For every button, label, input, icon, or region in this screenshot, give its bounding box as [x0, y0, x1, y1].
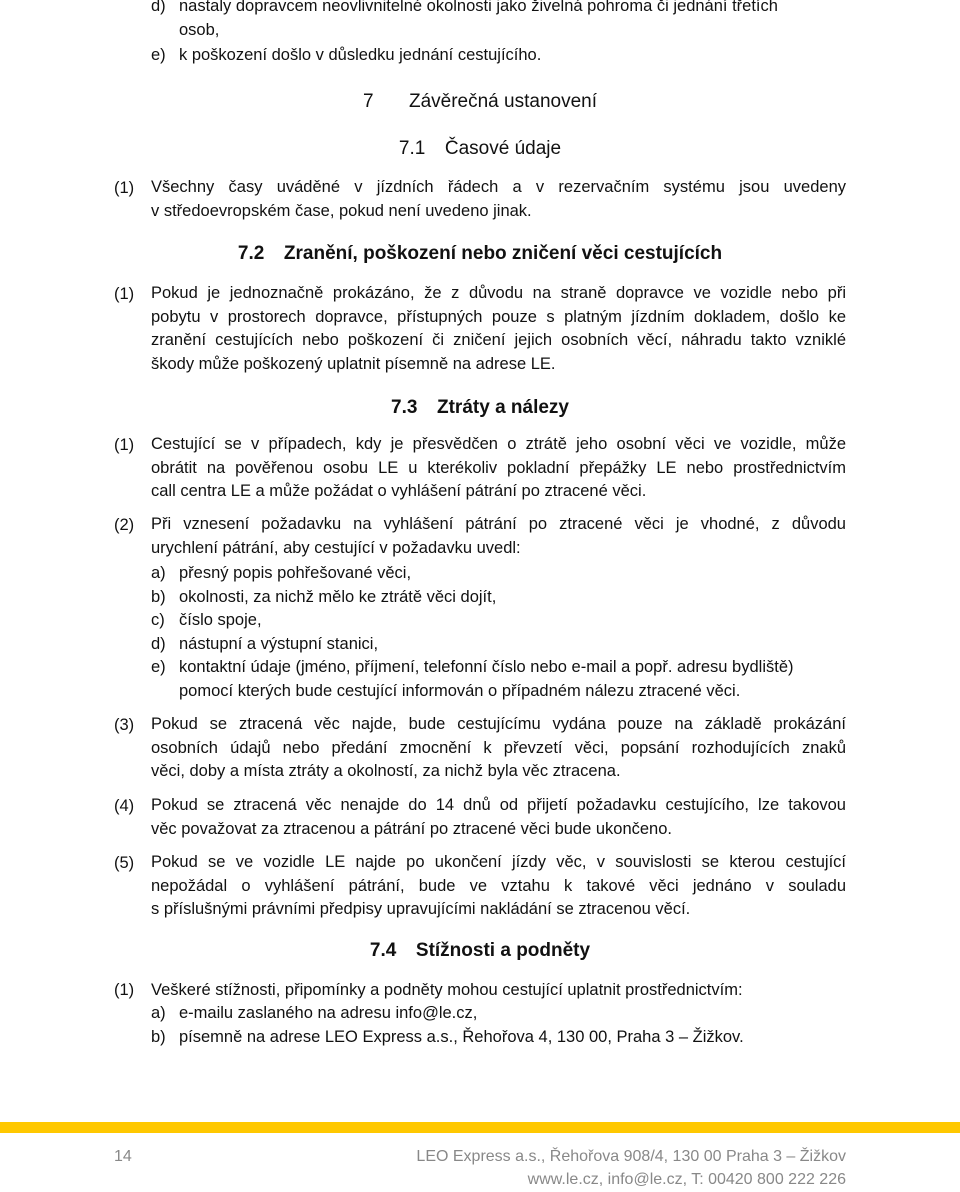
paragraph [151, 713, 846, 784]
paragraph-marker: (1) [114, 179, 135, 197]
paragraph-line: Cestující se v případech, kdy je přesvědčen o ztrátě jeho osobní věci ve vozidle, může [151, 435, 846, 453]
paragraph-line: Při vznesení požadavku na vyhlášení pátrání po ztracené věci je vhodné, z důvodu [151, 515, 846, 533]
paragraph [151, 851, 846, 922]
list-item-text: přesný popis pohřešované věci, [179, 564, 412, 582]
list-item-text: okolnosti, za nichž mělo ke ztrátě věci dojít, [179, 588, 497, 606]
section-heading [0, 90, 960, 114]
paragraph-line: věci, doby a místa ztráty a okolností, za nichž byla věc ztracena. [151, 762, 621, 780]
paragraph [151, 176, 846, 223]
paragraph-line: obrátit na pověřenou osobu LE u kterékoliv pokladní přepážky LE nebo prostřednictvím [151, 458, 846, 477]
list-marker: b) [151, 1028, 166, 1046]
section-number: 7 [362, 91, 374, 112]
paragraph-line: call centra LE a může požádat o vyhlášení pátrání po ztracené věci. [151, 482, 647, 500]
paragraph-line: osobních údajů nebo předání zmocnění k převzetí věci, popsání rozhodujících znaků [151, 738, 846, 757]
paragraph [151, 433, 846, 504]
paragraph-line: Pokud je jednoznačně prokázáno, že z důvodu na straně dopravce ve vozidle nebo při [151, 284, 846, 302]
subsection-heading [0, 396, 960, 420]
list-marker: b) [151, 588, 166, 606]
list-item-text: kontaktní údaje (jméno, příjmení, telefonní číslo nebo e-mail a popř. adresu bydliště) [179, 658, 794, 676]
subsection-number: 7.3 [391, 397, 418, 418]
subsection-heading [0, 242, 960, 266]
list-marker: a) [151, 564, 166, 582]
list-item-text: k poškození došlo v důsledku jednání cestujícího. [179, 46, 542, 64]
list-marker: d) [151, 0, 166, 15]
footer-company-address: LEO Express a.s., Řehořova 908/4, 130 00 Praha 3 – Žižkov [416, 1148, 846, 1165]
paragraph-line: Všechny časy uváděné v jízdních řádech a v rezervačním systému jsou uvedeny [151, 178, 846, 196]
list-item-text: pomocí kterých bude cestující informován o případném nálezu ztracené věci. [179, 682, 741, 700]
paragraph [151, 513, 846, 560]
subsection-number: 7.1 [398, 138, 426, 159]
subsection-title: Ztráty a nálezy [437, 397, 569, 418]
page-number: 14 [114, 1148, 132, 1165]
list-item-text: číslo spoje, [179, 611, 262, 629]
subsection-number: 7.4 [369, 940, 397, 961]
paragraph-marker: (1) [114, 436, 135, 454]
paragraph-marker: (2) [114, 516, 135, 534]
list-item-text: písemně na adrese LEO Express a.s., Řehořova 4, 130 00, Praha 3 – Žižkov. [179, 1028, 744, 1046]
paragraph-line: věc považovat za ztracenou a pátrání po ztracené věci bude ukončeno. [151, 819, 672, 838]
paragraph-line: v středoevropském čase, pokud není uvedeno jinak. [151, 201, 532, 220]
paragraph-marker: (4) [114, 797, 135, 815]
footer-contacts: www.le.cz, info@le.cz, T: 00420 800 222 226 [527, 1171, 846, 1188]
list-item-text: nástupní a výstupní stanici, [179, 635, 379, 653]
paragraph [151, 794, 846, 841]
list-marker: e) [151, 658, 166, 676]
subsection-title: Zranění, poškození nebo zničení věci cestujících [283, 243, 723, 264]
paragraph-line: s příslušnými právními předpisy upravujícími nakládání se ztracenou věcí. [151, 900, 691, 918]
list-item-text: osob, [179, 21, 220, 39]
section-title: Závěrečná ustanovení [408, 91, 597, 112]
paragraph-marker: (1) [114, 981, 135, 999]
list-marker: e) [151, 46, 166, 64]
subsection-heading [0, 137, 960, 161]
subsection-heading [0, 939, 960, 963]
list-marker: d) [151, 635, 166, 653]
footer-accent-bar [0, 1122, 960, 1133]
paragraph-line: škody může poškozený uplatnit písemně na adrese LE. [151, 354, 556, 373]
paragraph-line: Pokud se ztracená věc najde, bude cestujícímu vydána pouze na základě prokázání [151, 715, 846, 733]
paragraph-marker: (5) [114, 854, 135, 872]
paragraph-line: urychlení pátrání, aby cestující v požadavku uvedl: [151, 538, 521, 557]
list-marker: a) [151, 1004, 166, 1022]
paragraph-line: Pokud se ztracená věc nenajde do 14 dnů od přijetí požadavku cestujícího, lze takovou [151, 796, 846, 814]
list-marker: c) [151, 611, 165, 629]
subsection-number: 7.2 [237, 243, 265, 264]
paragraph-line: pobytu v prostorech dopravce, přístupných pouze s platným jízdním dokladem, došlo ke [151, 307, 846, 326]
paragraph: Veškeré stížnosti, připomínky a podněty mohou cestující uplatnit prostřednictvím: [151, 981, 743, 999]
list-item-text: e-mailu zaslaného na adresu info@le.cz, [179, 1004, 478, 1022]
subsection-title: Časové údaje [444, 138, 562, 159]
paragraph-marker: (3) [114, 716, 135, 734]
subsection-title: Stížnosti a podněty [415, 940, 591, 961]
paragraph-line: zranění cestujících nebo poškození či zničení jejich osobních věcí, náhradu takto vzniklé [151, 331, 846, 349]
paragraph-marker: (1) [114, 285, 135, 303]
paragraph-line: nepožádal o vyhlášení pátrání, bude ve vztahu k takové věci jednáno v souladu [151, 876, 846, 895]
paragraph [151, 282, 846, 376]
paragraph-line: Pokud se ve vozidle LE najde po ukončení jízdy věc, v souvislosti se kterou cestující [151, 853, 846, 871]
list-item-text: nastaly dopravcem neovlivnitelné okolnosti jako živelná pohroma či jednání třetích [179, 0, 778, 15]
